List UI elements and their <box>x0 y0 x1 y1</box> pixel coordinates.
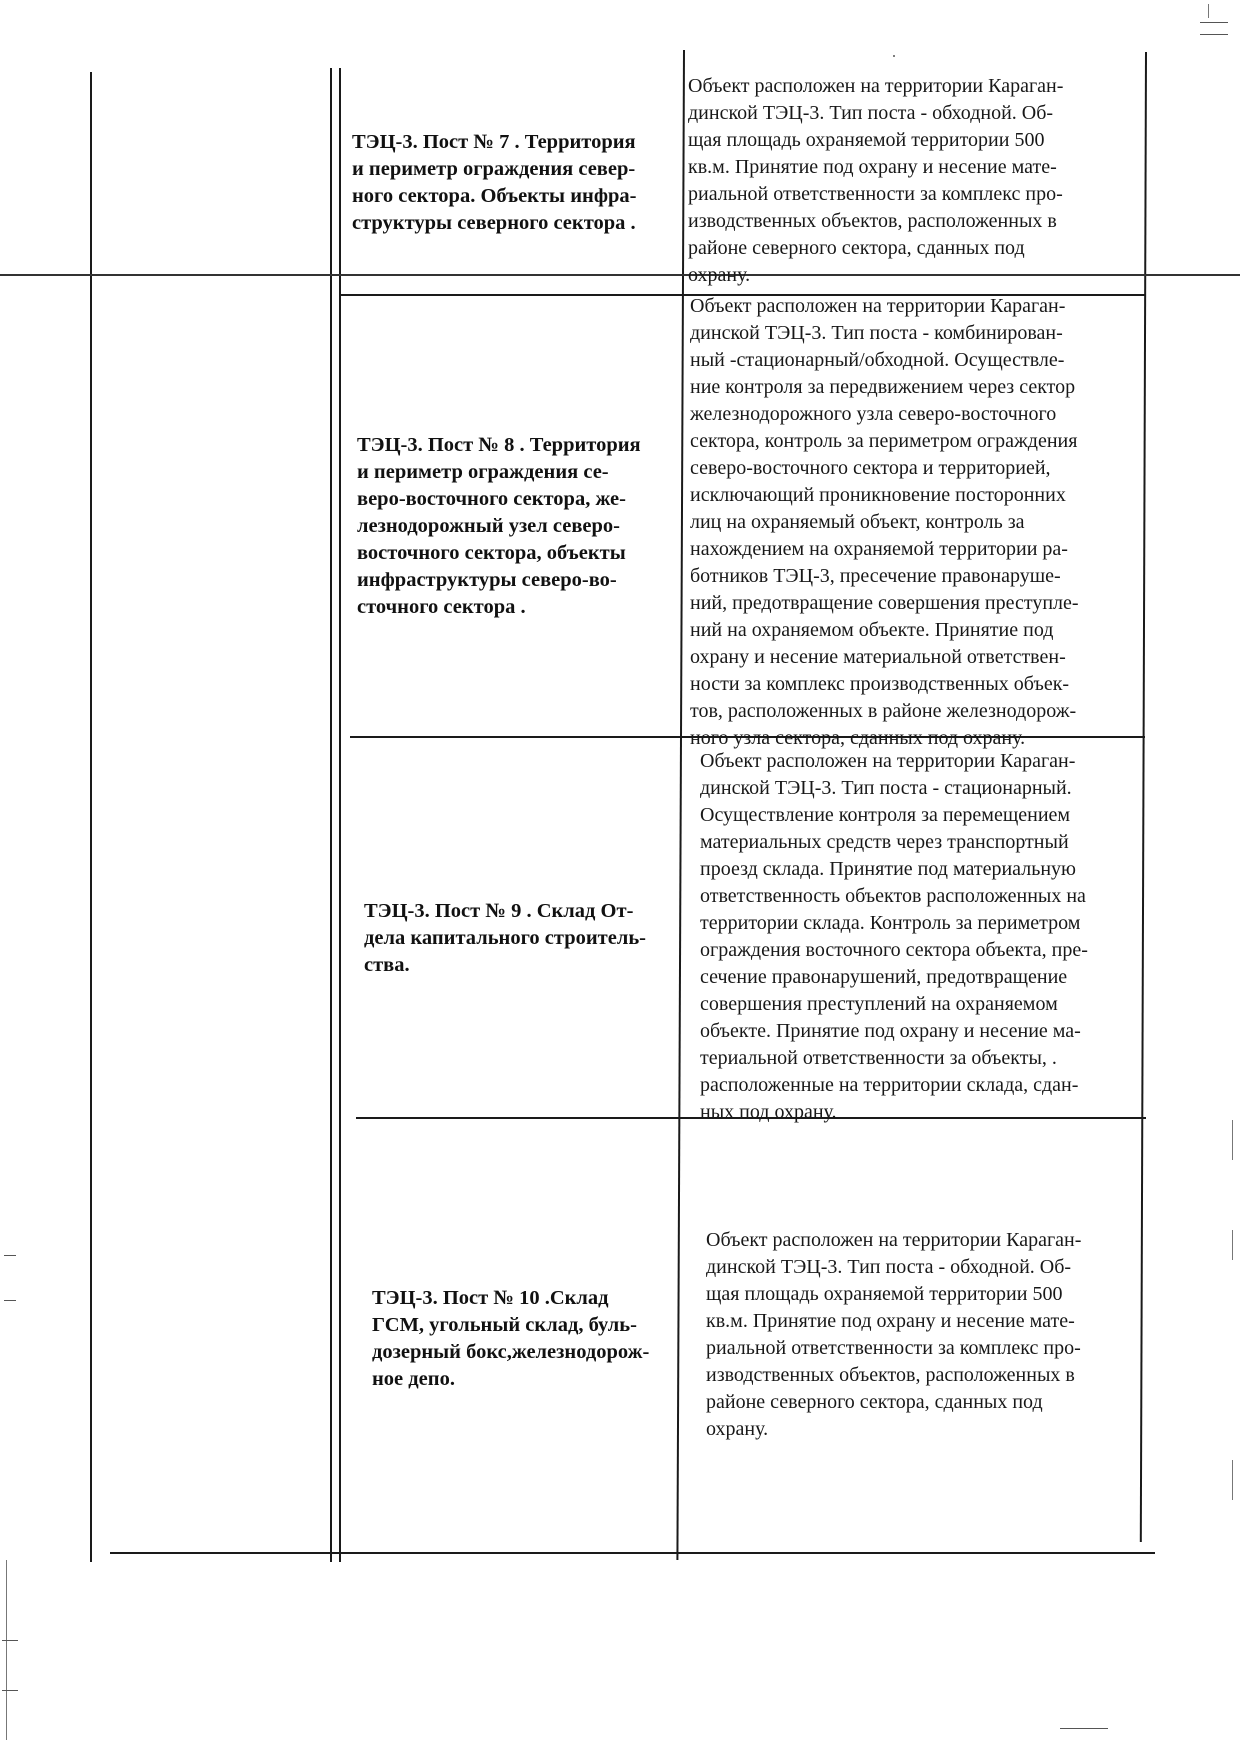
title-line: дозерный бокс,железнодорож- <box>372 1341 650 1363</box>
description-line: Объект расположен на территории Караган- <box>700 750 1076 772</box>
title-line: и периметр ограждения север- <box>352 158 636 180</box>
description-line: Объект расположен на территории Караган- <box>706 1229 1082 1251</box>
description-line: динской ТЭЦ-3. Тип поста - обходной. Об- <box>688 102 1054 124</box>
description-line: тов, расположенных в районе железнодорож- <box>690 700 1077 722</box>
description-line: проезд склада. Принятие под материальную <box>700 858 1076 880</box>
title-line: ГСМ, угольный склад, буль- <box>372 1314 637 1336</box>
post-9-description <box>700 748 1088 1126</box>
post-7-title <box>352 129 636 237</box>
description-line: Объект расположен на территории Караган- <box>690 295 1066 317</box>
description-line: Объект расположен на территории Караган- <box>688 75 1064 97</box>
title-line: ТЭЦ-3. Пост № 9 . Склад От- <box>364 900 634 922</box>
description-line: нахождением на охраняемой территории ра- <box>690 538 1068 560</box>
post-8-title <box>357 432 641 621</box>
title-line: веро-восточного сектора, же- <box>357 488 626 510</box>
description-line: риальной ответственности за комплекс про- <box>688 183 1063 205</box>
title-line: сточного сектора . <box>357 596 526 618</box>
title-line: ное депо. <box>372 1368 455 1390</box>
post-10-description <box>706 1227 1081 1443</box>
title-line: восточного сектора, объекты <box>357 542 626 564</box>
description-line: совершения преступлений на охраняемом <box>700 993 1058 1015</box>
margin-mark <box>1060 1728 1108 1729</box>
description-line: изводственных объектов, расположенных в <box>706 1364 1075 1386</box>
title-line: ного сектора. Объекты инфра- <box>352 185 637 207</box>
margin-mark <box>1200 34 1228 35</box>
table-bottom-border <box>110 1552 1155 1554</box>
title-line: структуры северного сектора . <box>352 212 636 234</box>
margin-mark <box>1232 1460 1233 1500</box>
description-line: охрану. <box>706 1418 769 1440</box>
description-line: ботников ТЭЦ-3, пресечение правонаруше- <box>690 565 1061 587</box>
margin-mark <box>6 1560 7 1740</box>
description-line: динской ТЭЦ-3. Тип поста - комбинирован- <box>690 322 1063 344</box>
description-line: Осуществление контроля за перемещением <box>700 804 1071 826</box>
title-line: дела капитального строитель- <box>364 927 646 949</box>
description-line: территории склада. Контроль за периметром <box>700 912 1081 934</box>
description-line: ограждения восточного сектора объекта, пре- <box>700 939 1088 961</box>
description-line: объекте. Принятие под охрану и несение ма- <box>700 1020 1081 1042</box>
margin-mark <box>1232 1230 1233 1260</box>
description-line: лиц на охраняемый объект, контроль за <box>690 511 1025 533</box>
description-line: северо-восточного сектора и территорией, <box>690 457 1051 479</box>
margin-mark <box>893 55 895 57</box>
description-line: ний на охраняемом объекте. Принятие под <box>690 619 1054 641</box>
description-line: материальных средств через транспортный <box>700 831 1069 853</box>
description-line: ние контроля за передвижением через сектор <box>690 376 1076 398</box>
post-7-description <box>688 73 1063 289</box>
margin-mark <box>4 1255 16 1256</box>
margin-mark <box>1200 22 1228 23</box>
margin-mark <box>2 1640 18 1641</box>
title-line: ТЭЦ-3. Пост № 8 . Территория <box>357 434 641 456</box>
description-line: исключающий проникновение посторонних <box>690 484 1066 506</box>
description-line: сектора, контроль за периметром ограждения <box>690 430 1078 452</box>
description-line: динской ТЭЦ-3. Тип поста - обходной. Об- <box>706 1256 1072 1278</box>
description-line: щая площадь охраняемой территории 500 <box>706 1283 1063 1305</box>
post-10-title <box>372 1285 649 1393</box>
post-9-title <box>364 898 646 979</box>
description-line: охрану. <box>688 264 751 286</box>
table-left-border <box>90 72 92 1562</box>
description-line: ности за комплекс производственных объек- <box>690 673 1070 695</box>
margin-mark <box>4 1300 16 1301</box>
title-line: ства. <box>364 954 410 976</box>
description-line: ний, предотвращение совершения преступле- <box>690 592 1079 614</box>
description-line: ответственность объектов расположенных на <box>700 885 1086 907</box>
description-line: железнодорожного узла северо-восточного <box>690 403 1057 425</box>
description-line: сечение правонарушений, предотвращение <box>700 966 1068 988</box>
post-8-description <box>690 293 1079 752</box>
description-line: ного узла сектора, сданных под охрану. <box>690 727 1026 749</box>
description-line: щая площадь охраняемой территории 500 <box>688 129 1045 151</box>
description-line: риальной ответственности за комплекс про- <box>706 1337 1081 1359</box>
description-line: ных под охрану. <box>700 1101 837 1123</box>
description-line: изводственных объектов, расположенных в <box>688 210 1057 232</box>
title-line: ТЭЦ-3. Пост № 10 .Склад <box>372 1287 609 1309</box>
title-line: и периметр ограждения се- <box>357 461 609 483</box>
description-line: териальной ответственности за объекты, . <box>700 1047 1057 1069</box>
middle-column-divider <box>676 50 685 1560</box>
margin-mark <box>1208 4 1209 18</box>
description-line: районе северного сектора, сданных под <box>688 237 1025 259</box>
description-line: кв.м. Принятие под охрану и несение мате- <box>706 1310 1075 1332</box>
first-column-divider-a <box>330 68 332 1562</box>
title-line: ТЭЦ-3. Пост № 7 . Территория <box>352 131 636 153</box>
margin-mark <box>1232 1120 1233 1160</box>
description-line: районе северного сектора, сданных под <box>706 1391 1043 1413</box>
description-line: динской ТЭЦ-3. Тип поста - стационарный. <box>700 777 1072 799</box>
description-line: кв.м. Принятие под охрану и несение мате- <box>688 156 1057 178</box>
title-line: инфраструктуры северо-во- <box>357 569 617 591</box>
description-line: охрану и несение материальной ответствен- <box>690 646 1066 668</box>
description-line: ный -стационарный/обходной. Осуществле- <box>690 349 1065 371</box>
description-line: расположенные на территории склада, сдан- <box>700 1074 1079 1096</box>
first-column-divider-b <box>339 68 341 1562</box>
margin-mark <box>2 1690 18 1691</box>
title-line: лезнодорожный узел северо- <box>357 515 620 537</box>
